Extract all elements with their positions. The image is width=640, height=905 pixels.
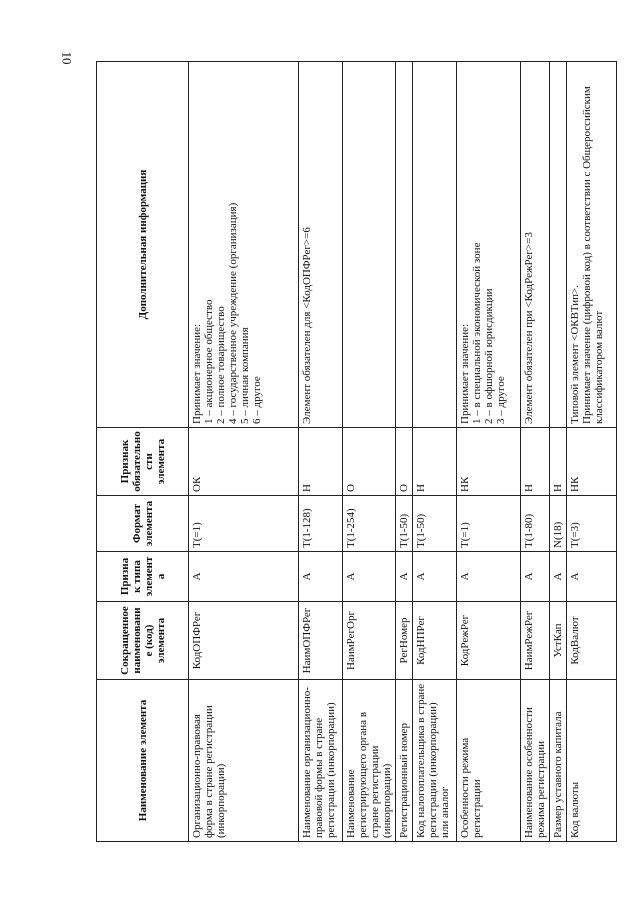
cell-type: А — [343, 552, 396, 602]
cell-format: N(18) — [550, 496, 567, 552]
elements-table — [96, 61, 617, 842]
info-line: Типовой элемент <ОКВТип>. — [569, 284, 581, 424]
info-line: 1 – в специальной экономической зоне — [471, 242, 483, 424]
table-header-row — [97, 62, 189, 842]
header-required: Признак обязательности элемента — [97, 428, 189, 496]
header-format: Формат элемента — [97, 496, 189, 552]
cell-info — [413, 62, 457, 428]
info-line: Элемент обязателен при <КодРежРег>=3 — [523, 232, 535, 424]
cell-required: Н — [521, 428, 550, 496]
table-row — [413, 62, 457, 842]
info-line: 3 – другое — [495, 376, 507, 424]
cell-code: КодОПФРег — [189, 602, 299, 680]
cell-required: ОК — [189, 428, 299, 496]
table-body — [189, 62, 617, 842]
cell-name: Код налогоплательщика в стране регистрации (инкорпорации) или аналог — [413, 680, 457, 842]
cell-required: О — [396, 428, 413, 496]
cell-name: Код валюты — [567, 680, 617, 842]
info-line: 2 – полное товарищество — [215, 306, 227, 424]
cell-name: Особенности режима регистрации — [457, 680, 521, 842]
cell-info — [567, 62, 617, 428]
cell-type: А — [457, 552, 521, 602]
cell-required: Н — [550, 428, 567, 496]
cell-type: А — [189, 552, 299, 602]
header-name: Наименование элемента — [97, 680, 189, 842]
cell-name: Наименование особенности режима регистрации — [521, 680, 550, 842]
table-row — [457, 62, 521, 842]
rotated-table-container — [96, 62, 605, 842]
cell-name: Наименование регистрирующего органа в стране регистрации (инкорпорации) — [343, 680, 396, 842]
cell-type: А — [521, 552, 550, 602]
cell-format: T(=3) — [567, 496, 617, 552]
cell-code: НаимОПФРег — [299, 602, 343, 680]
info-line: Принимает значение: — [459, 323, 471, 424]
header-info: Дополнительная информация — [97, 62, 189, 428]
info-line: 1 – акционерное общество — [203, 299, 215, 424]
cell-format: T(1-254) — [343, 496, 396, 552]
table-row — [299, 62, 343, 842]
cell-code: НаимРежРег — [521, 602, 550, 680]
cell-format: T(1-50) — [413, 496, 457, 552]
cell-type: А — [413, 552, 457, 602]
cell-required: О — [343, 428, 396, 496]
cell-format: T(=1) — [189, 496, 299, 552]
info-line: 5 – личная компания — [239, 327, 251, 424]
info-line: Элемент обязателен для <КодОПФРег>=6 — [301, 227, 313, 424]
cell-info — [189, 62, 299, 428]
info-line: 6 – другое — [251, 376, 263, 424]
header-code: Сокращенное наименование (код) элемента — [97, 602, 189, 680]
cell-code: НаимРегОрг — [343, 602, 396, 680]
cell-code: КодНПРег — [413, 602, 457, 680]
cell-code: РегНомер — [396, 602, 413, 680]
cell-info — [343, 62, 396, 428]
header-type: Признак типа элемента — [97, 552, 189, 602]
cell-format: T(1-80) — [521, 496, 550, 552]
cell-type: А — [396, 552, 413, 602]
cell-type: А — [550, 552, 567, 602]
cell-info — [299, 62, 343, 428]
cell-name: Размер уставного капитала — [550, 680, 567, 842]
cell-format: T(=1) — [457, 496, 521, 552]
cell-info — [550, 62, 567, 428]
cell-info — [521, 62, 550, 428]
table-row — [567, 62, 617, 842]
cell-required: Н — [413, 428, 457, 496]
page-number: 10 — [59, 51, 75, 65]
cell-type: А — [567, 552, 617, 602]
info-line: Принимает значение: — [191, 323, 203, 424]
table-row — [189, 62, 299, 842]
table-row — [396, 62, 413, 842]
table-row — [521, 62, 550, 842]
cell-name: Регистрационный номер — [396, 680, 413, 842]
info-line: 4 – государственное учреждение (организация) — [227, 202, 239, 424]
info-line: Принимает значение (цифровой код) в соответствии с Общероссийским классификатором валют — [581, 86, 605, 424]
cell-code: КодВалют — [567, 602, 617, 680]
cell-info — [457, 62, 521, 428]
table-row — [550, 62, 567, 842]
cell-format: T(1-128) — [299, 496, 343, 552]
cell-info — [396, 62, 413, 428]
info-line: 2 – в офшорной юрисдикции — [483, 288, 495, 424]
cell-required: НК — [457, 428, 521, 496]
cell-code: УстКап — [550, 602, 567, 680]
cell-code: КодРежРег — [457, 602, 521, 680]
cell-required: Н — [299, 428, 343, 496]
table-row — [343, 62, 396, 842]
cell-required: НК — [567, 428, 617, 496]
cell-type: А — [299, 552, 343, 602]
cell-format: T(1-50) — [396, 496, 413, 552]
cell-name: Организационно-правовая форма в стране регистрации (инкорпорации) — [189, 680, 299, 842]
cell-name: Наименование организационно-правовой формы в стране регистрации (инкорпорации) — [299, 680, 343, 842]
